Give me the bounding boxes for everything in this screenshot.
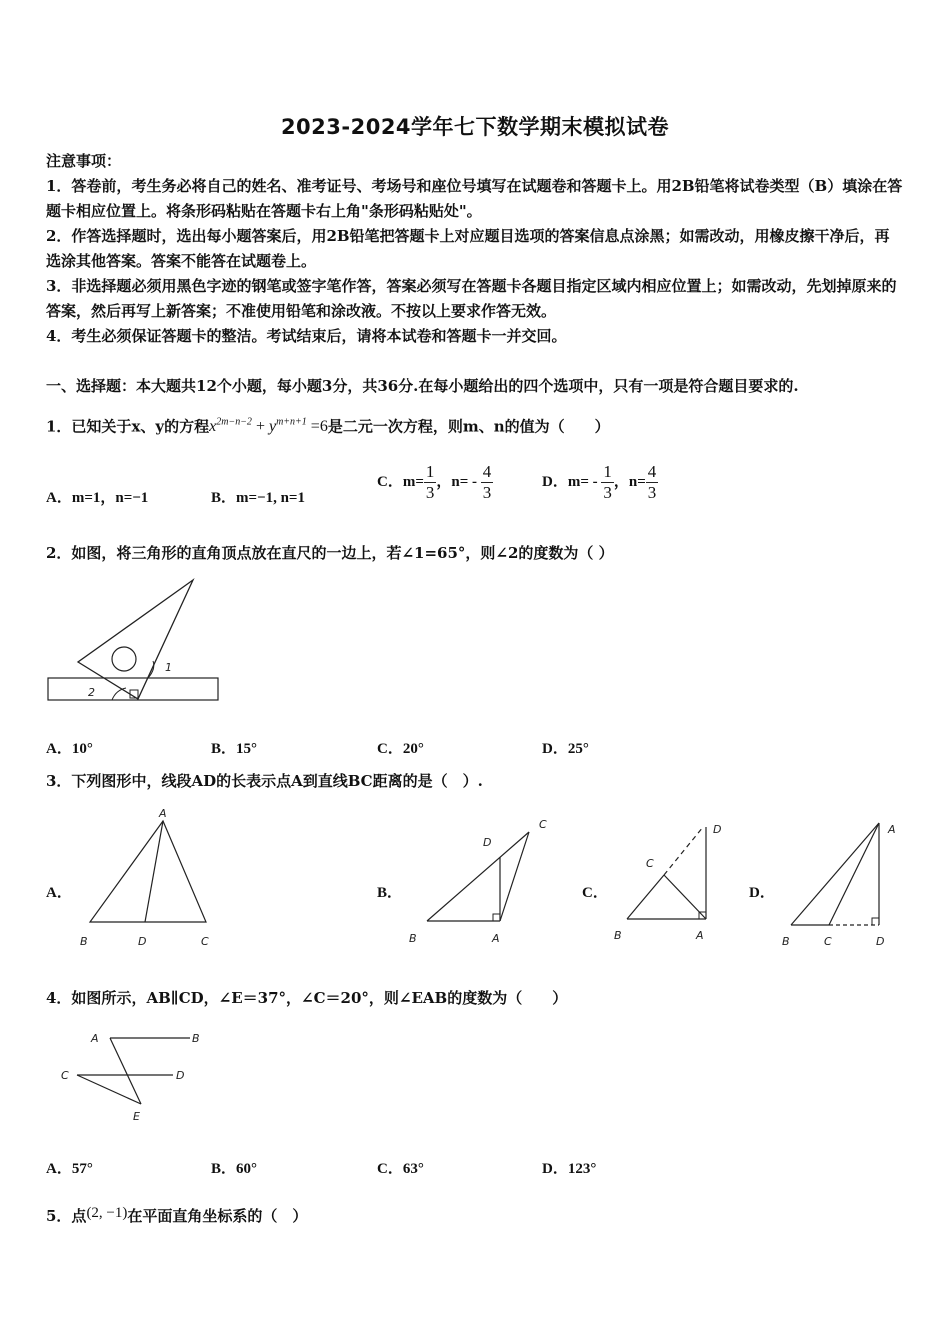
q3a-label-a: A: [159, 807, 167, 820]
q3b-label-a: A: [492, 932, 500, 945]
notice-item-1: 1．答卷前，考生务必将自己的姓名、准考证号、考场号和座位号填写在试题卷和答题卡上。用2B铅笔将试卷类型（B）填涂在答题卡相应位置上。将条形码粘贴在答题卡右上角"条形码粘贴处"。: [46, 177, 903, 220]
q3-figure-d: [776, 815, 911, 950]
q3a-label-c: C: [201, 935, 209, 948]
q1-d-mid: ，n=: [613, 473, 646, 490]
q1-equation: [209, 418, 328, 435]
q1-c-mid: ，n=: [436, 473, 469, 490]
q2-triangle-hole: [112, 647, 136, 671]
q5-stem: [46, 1201, 307, 1229]
q1-option-c[interactable]: [377, 462, 493, 503]
q3-option-c[interactable]: C．: [582, 885, 608, 901]
q2-triangle: [78, 580, 193, 699]
q1-c-pre: C．m=: [377, 473, 424, 490]
q4-option-a[interactable]: A．57°: [46, 1161, 93, 1177]
q3c-side-bc: [627, 875, 664, 919]
q4-label-c: C: [61, 1069, 69, 1082]
q3d-side-ca: [829, 823, 879, 925]
q3-figure-a: [75, 805, 225, 950]
q3c-label-a: A: [696, 929, 704, 942]
q1-post: 是二元一次方程，则m、n的值为（ ）: [327, 417, 610, 436]
q2-option-a[interactable]: A．10°: [46, 741, 93, 757]
q4-figure: [55, 1022, 215, 1127]
q3d-label-d: D: [876, 935, 885, 948]
q2-label-2: 2: [88, 686, 95, 699]
q5-pre: 5．点: [46, 1207, 87, 1225]
q4-line-ce: [77, 1075, 141, 1104]
q4-option-d[interactable]: D．123°: [542, 1161, 597, 1177]
q2-option-b[interactable]: B．15°: [211, 741, 258, 757]
notice-item-2: 2．作答选择题时，选出每小题答案后，用2B铅笔把答题卡上对应题目选项的答案信息点涂黑；如需改动，用橡皮擦干净后，再选涂其他答案。答案不能答在试题卷上。: [46, 227, 890, 270]
q1-option-d[interactable]: [542, 462, 658, 503]
q2-option-d[interactable]: D．25°: [542, 741, 589, 757]
q5-post: 在平面直角坐标系的（ ）: [127, 1207, 308, 1225]
q3-option-b[interactable]: B．: [377, 885, 403, 901]
q1-d-frac1: $\frac{1}{3}$: [603, 462, 612, 502]
q1-stem: [46, 410, 610, 439]
q1-eq-plus: +: [255, 418, 265, 436]
q2-ruler: [48, 678, 218, 700]
q1-eq-yexp: m+n+1: [276, 417, 307, 428]
q3b-label-b: B: [409, 932, 417, 945]
q4-stem: 4．如图所示，AB∥CD，∠E＝37°，∠C＝20°，则∠EAB的度数为（ ）: [46, 989, 568, 1007]
q1-eq-x: x: [209, 418, 217, 436]
q1-c-sign: -: [472, 473, 478, 490]
q3b-right-angle: [493, 914, 500, 921]
q3a-segment-ad: [145, 821, 163, 922]
q1-eq-xexp: 2m−n−2: [216, 417, 252, 428]
q1-d-frac2: $\frac{4}{3}$: [647, 462, 657, 502]
q4-option-c[interactable]: C．63°: [377, 1161, 424, 1177]
q3c-label-c: C: [646, 857, 654, 870]
q1-d-sign: -: [592, 473, 598, 490]
q1-pre: 1．已知关于x、y的方程: [46, 417, 210, 436]
q3a-label-d: D: [138, 935, 147, 948]
q2-label-1: 1: [165, 661, 172, 674]
q3a-label-b: B: [80, 935, 88, 948]
q3-figure-c: [610, 815, 740, 950]
q3d-label-c: C: [824, 935, 832, 948]
q1-option-a[interactable]: A．m=1，n=−1: [46, 490, 149, 506]
q4-label-a: A: [91, 1032, 99, 1045]
notice-item-4: 4．考生必须保证答题卡的整洁。考试结束后，请将本试卷和答题卡一并交回。: [46, 327, 567, 345]
q3d-side-ba: [791, 823, 879, 925]
q3-figure-b: [403, 812, 563, 952]
q2-stem: 2．如图，将三角形的直角顶点放在直尺的一边上，若∠1=65°，则∠2的度数为（ ）: [46, 544, 614, 562]
page-title: 2023-2024学年七下数学期末模拟试卷: [280, 115, 670, 139]
q1-c-frac2: $\frac{4}{3}$: [482, 462, 492, 502]
q2-figure: [44, 575, 224, 705]
q3d-label-a: A: [888, 823, 896, 836]
q1-eq-y: y: [268, 418, 277, 436]
q3c-extension: [664, 827, 703, 875]
q2-option-c[interactable]: C．20°: [377, 741, 424, 757]
q3c-label-d: D: [713, 823, 722, 836]
q1-c-frac1: $\frac{1}{3}$: [425, 462, 435, 502]
q3d-label-b: B: [782, 935, 790, 948]
q3c-label-b: B: [614, 929, 622, 942]
q1-option-b[interactable]: B．m=−1, n=1: [211, 490, 305, 506]
notice-heading: 注意事项：: [46, 152, 122, 170]
q4-label-b: B: [192, 1032, 200, 1045]
q4-label-e: E: [133, 1110, 140, 1123]
q4-line-ae: [110, 1038, 141, 1104]
q3d-right-angle: [872, 918, 879, 925]
q3b-label-c: C: [539, 818, 547, 831]
q4-label-d: D: [176, 1069, 185, 1082]
q1-eq-rhs: =6: [310, 418, 328, 436]
q3-option-d[interactable]: D．: [749, 885, 775, 901]
q4-option-b[interactable]: B．60°: [211, 1161, 258, 1177]
q3-option-a[interactable]: A．: [46, 885, 72, 901]
section-heading: 一、选择题：本大题共12个小题，每小题3分，共36分.在每小题给出的四个选项中，只有一项是符合题目要求的.: [46, 377, 799, 395]
q5-point: (2, −1): [86, 1205, 128, 1221]
q3b-side-bc: [427, 832, 529, 921]
notice-item-3: 3．非选择题必须用黑色字迹的钢笔或签字笔作答，答案必须写在答题卡各题目指定区域内相应位置上；如需改动，先划掉原来的答案，然后再写上新答案；不准使用铅笔和涂改液。不按以上要求作答无效。: [46, 277, 897, 320]
q3b-label-d: D: [483, 836, 492, 849]
q1-d-pre: D．m=: [542, 473, 589, 490]
q3-stem: 3．下列图形中，线段AD的长表示点A到直线BC距离的是（ ）.: [46, 772, 483, 790]
